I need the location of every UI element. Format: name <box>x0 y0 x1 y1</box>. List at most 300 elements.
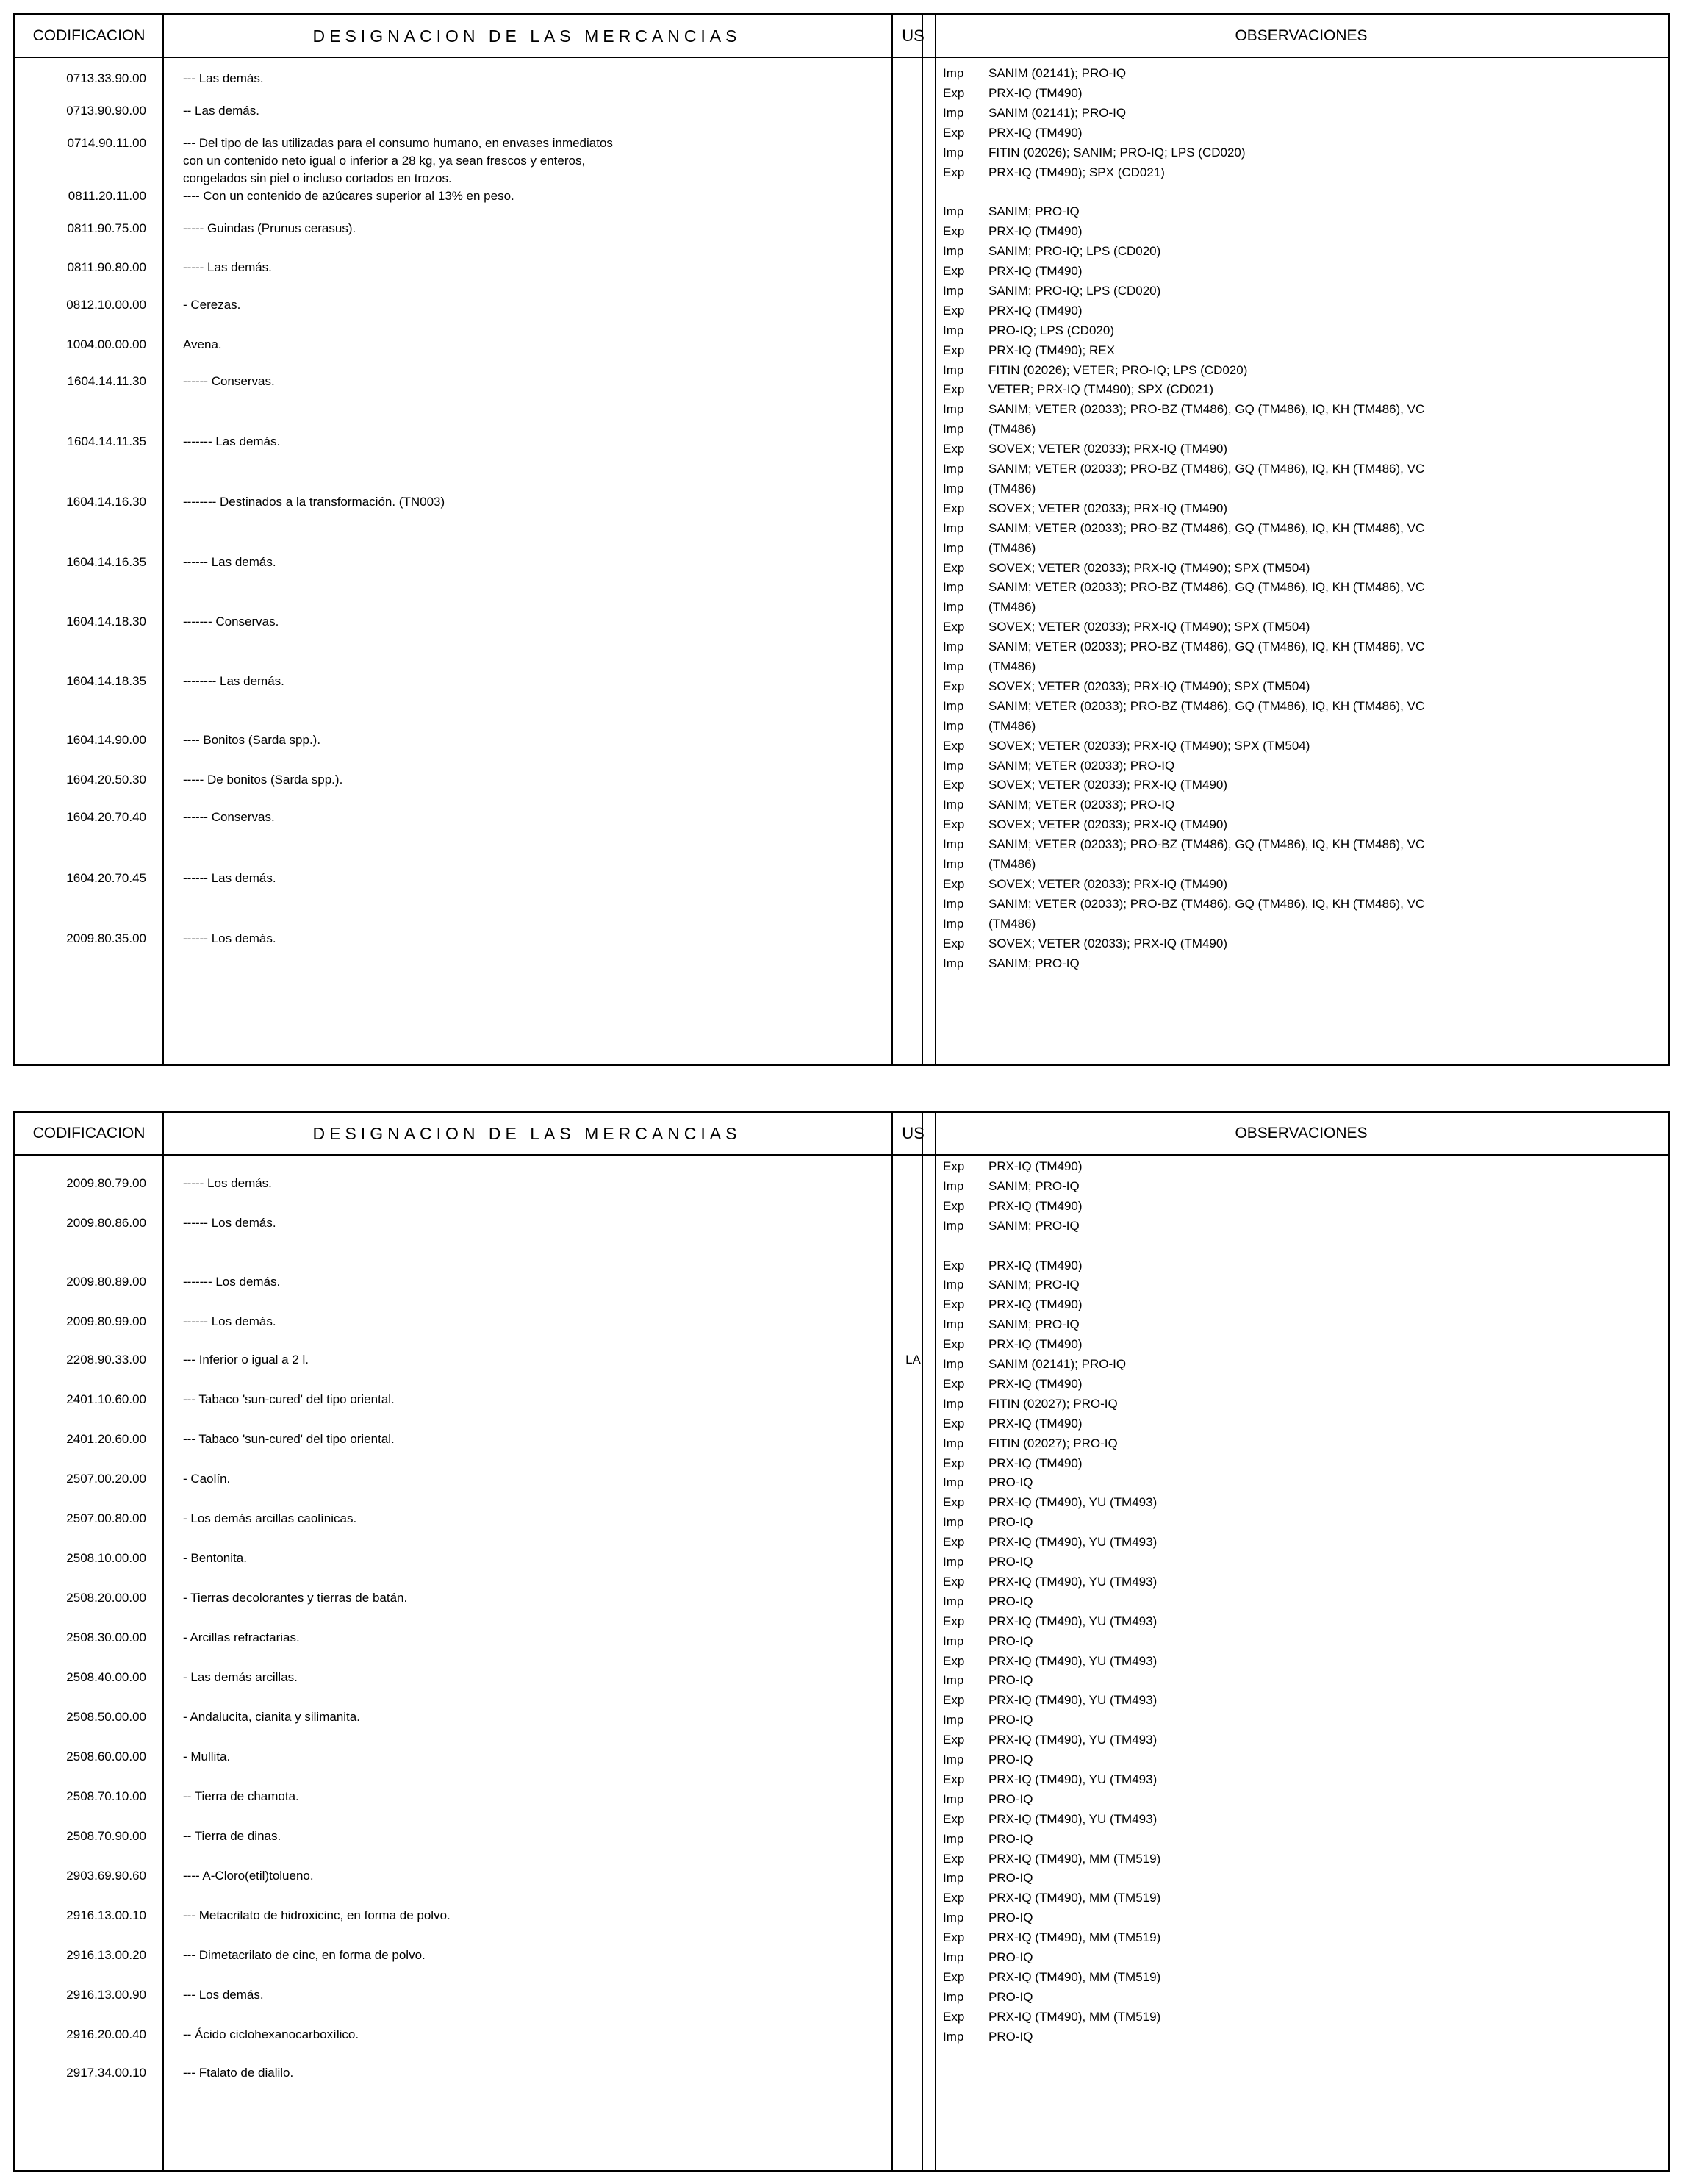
observacion-text: SANIM; VETER (02033); PRO-BZ (TM486), GQ (TM486), IQ, KH (TM486), VC <box>988 520 1425 535</box>
row-designacion: - Cerezas. <box>183 298 241 312</box>
observacion-line <box>943 242 1160 261</box>
observacion-text: PRX-IQ (TM490) <box>988 1337 1083 1352</box>
observacion-text: SANIM; VETER (02033); PRO-BZ (TM486), GQ (TM486), IQ, KH (TM486), VC <box>988 698 1425 713</box>
observacion-text: PRX-IQ (TM490) <box>988 1297 1083 1312</box>
row-designacion: --- Ftalato de dialilo. <box>183 2066 294 2080</box>
header-designacion: DESIGNACION DE LAS MERCANCIAS <box>312 1124 742 1143</box>
observacion-type: Imp <box>943 244 964 259</box>
row-code: 0812.10.00.00 <box>66 298 146 312</box>
observacion-text: PRO-IQ <box>988 1633 1033 1648</box>
observacion-text: PRO-IQ <box>988 1831 1033 1846</box>
observacion-text: PRX-IQ (TM490) <box>988 1159 1083 1173</box>
table-body <box>15 1154 1668 2170</box>
observacion-text: PRX-IQ (TM490) <box>988 85 1083 100</box>
row-code: 2916.13.00.90 <box>66 1988 146 2002</box>
observacion-text: SANIM; VETER (02033); PRO-BZ (TM486), GQ (TM486), IQ, KH (TM486), VC <box>988 402 1425 417</box>
observacion-type: Imp <box>943 698 964 713</box>
observacion-line <box>943 795 1174 814</box>
observacion-text: PRO-IQ <box>988 1950 1033 1964</box>
row-designacion: --- Del tipo de las utilizadas para el consumo humano, en envases inmediatos con un contenido neto igual o inferior a 28 kg, ya sean frescos y enteros, congelados sin piel o incluso cortados en trozos. <box>183 136 613 185</box>
row-code: 2508.30.00.00 <box>66 1630 146 1644</box>
observacion-line <box>943 1335 1083 1354</box>
row-designacion: ------ Las demás. <box>183 555 276 569</box>
observacion-type: Imp <box>943 481 964 495</box>
row-code: 2009.80.86.00 <box>66 1216 146 1230</box>
observacion-type: Exp <box>943 620 965 634</box>
observacion-line <box>943 1493 1157 1512</box>
observacion-type: Exp <box>943 1772 965 1786</box>
observacion-text: SANIM; PRO-IQ <box>988 1218 1080 1233</box>
observacion-text: FITIN (02026); VETER; PRO-IQ; LPS (CD020) <box>988 362 1248 377</box>
observacion-text: SANIM; VETER (02033); PRO-IQ <box>988 758 1175 773</box>
observacion-text: SANIM; VETER (02033); PRO-BZ (TM486), GQ (TM486), IQ, KH (TM486), VC <box>988 837 1425 852</box>
header-observaciones: OBSERVACIONES <box>1235 27 1368 44</box>
row-designacion: -- Tierra de dinas. <box>183 1829 281 1843</box>
row-us: LA <box>905 1353 921 1367</box>
observacion-text: (TM486) <box>988 540 1036 555</box>
observacion-line <box>943 1968 1160 1987</box>
observacion-text: SANIM; PRO-IQ <box>988 1278 1080 1292</box>
observacion-type: Imp <box>943 1357 964 1371</box>
observacion-type: Imp <box>943 323 964 337</box>
row-designacion: - Tierras decolorantes y tierras de batán. <box>183 1591 408 1605</box>
observacion-text: PRX-IQ (TM490); SPX (CD021) <box>988 165 1165 179</box>
row-designacion: ----- De bonitos (Sarda spp.). <box>183 773 343 787</box>
observacion-type: Exp <box>943 817 965 832</box>
row-designacion: -- Las demás. <box>183 104 259 118</box>
row-designacion: - Los demás arcillas caolínicas. <box>183 1511 357 1525</box>
observacion-line <box>943 1652 1157 1671</box>
observacion-text: PRO-IQ <box>988 1594 1033 1608</box>
observacion-type: Imp <box>943 916 964 931</box>
observacion-type: Imp <box>943 105 964 120</box>
observacion-text: (TM486) <box>988 659 1036 673</box>
row-code: 2507.00.20.00 <box>66 1472 146 1486</box>
row-code: 2508.20.00.00 <box>66 1591 146 1605</box>
observacion-text: PRO-IQ <box>988 1555 1033 1569</box>
observacion-text: SANIM; PRO-IQ; LPS (CD020) <box>988 244 1161 259</box>
row-code: 0713.33.90.00 <box>66 71 146 85</box>
observacion-line <box>943 222 1083 241</box>
observacion-text: VETER; PRX-IQ (TM490); SPX (CD021) <box>988 382 1214 397</box>
observacion-line <box>943 1810 1157 1829</box>
observacion-line <box>943 1533 1157 1552</box>
observacion-text: PRX-IQ (TM490) <box>988 1258 1083 1272</box>
observacion-type: Imp <box>943 896 964 911</box>
observacion-line <box>943 717 1036 736</box>
observacion-text: PRX-IQ (TM490), YU (TM493) <box>988 1772 1158 1786</box>
observacion-type: Exp <box>943 738 965 753</box>
observacion-type: Exp <box>943 442 965 457</box>
observacion-line <box>943 598 1036 617</box>
row-code: 2916.13.00.10 <box>66 1908 146 1922</box>
observacion-line <box>943 301 1083 321</box>
observacion-text: PRO-IQ <box>988 1673 1033 1688</box>
observacion-type: Exp <box>943 1198 965 1213</box>
observacion-line <box>943 459 1424 479</box>
row-code: 1604.20.70.40 <box>66 810 146 824</box>
observacion-type: Imp <box>943 956 964 970</box>
observacion-line <box>943 1671 1033 1690</box>
row-code: 2508.50.00.00 <box>66 1710 146 1724</box>
observacion-type: Imp <box>943 1791 964 1806</box>
observacion-text: (TM486) <box>988 857 1036 871</box>
observacion-type: Exp <box>943 85 965 100</box>
observacion-line <box>943 677 1310 696</box>
observacion-line <box>943 1473 1033 1492</box>
observacion-text: SANIM; VETER (02033); PRO-IQ <box>988 798 1175 812</box>
observacion-line <box>943 400 1424 419</box>
observacion-type: Imp <box>943 1950 964 1964</box>
observacion-text: PRX-IQ (TM490), MM (TM519) <box>988 1891 1161 1905</box>
observacion-line <box>943 84 1083 103</box>
observacion-line <box>943 1612 1157 1631</box>
observacion-text: PRX-IQ (TM490), MM (TM519) <box>988 1930 1161 1945</box>
observacion-line <box>943 776 1227 795</box>
observacion-line <box>943 202 1080 221</box>
observacion-line <box>943 697 1424 716</box>
header-us: US <box>902 1124 925 1142</box>
row-designacion: ---- A-Cloro(etil)tolueno. <box>183 1869 314 1883</box>
observacion-text: PRX-IQ (TM490), YU (TM493) <box>988 1693 1158 1708</box>
observacion-type: Imp <box>943 1713 964 1727</box>
observacion-line <box>943 1256 1083 1275</box>
observacion-type: Exp <box>943 778 965 792</box>
observacion-type: Exp <box>943 303 965 318</box>
observacion-type: Exp <box>943 1376 965 1391</box>
observacion-line <box>943 262 1083 281</box>
observacion-line <box>943 875 1227 894</box>
observacion-text: SANIM; VETER (02033); PRO-BZ (TM486), GQ (TM486), IQ, KH (TM486), VC <box>988 580 1425 595</box>
observacion-line <box>943 1988 1033 2007</box>
observacion-type: Exp <box>943 560 965 575</box>
observacion-line <box>943 1948 1033 1967</box>
observacion-text: SANIM; PRO-IQ <box>988 1317 1080 1332</box>
observacion-text: SOVEX; VETER (02033); PRX-IQ (TM490); SPX (TM504) <box>988 738 1310 753</box>
row-code: 2508.70.90.00 <box>66 1829 146 1843</box>
observacion-line <box>943 2027 1033 2047</box>
header-codificacion: CODIFICACION <box>32 27 146 44</box>
observacion-type: Exp <box>943 264 965 278</box>
observacion-type: Imp <box>943 1673 964 1688</box>
observacion-text: PRX-IQ (TM490) <box>988 125 1083 140</box>
observacion-type: Imp <box>943 66 964 80</box>
tariff-table-2 <box>13 1111 1670 2172</box>
observacion-line <box>943 637 1424 656</box>
row-designacion: Avena. <box>183 337 222 351</box>
observacion-line <box>943 1928 1160 1947</box>
observacion-text: SOVEX; VETER (02033); PRX-IQ (TM490); SPX (TM504) <box>988 620 1310 634</box>
observacion-type: Imp <box>943 520 964 535</box>
observacion-line <box>943 1553 1033 1572</box>
observacion-line <box>943 1730 1157 1750</box>
observacion-text: PRX-IQ (TM490) <box>988 224 1083 239</box>
row-designacion: ---- Con un contenido de azúcares superior al 13% en peso. <box>183 189 514 203</box>
observacion-line <box>943 657 1036 676</box>
observacion-line <box>943 499 1227 518</box>
observacion-line <box>943 361 1247 380</box>
row-code: 1604.14.18.30 <box>66 615 146 629</box>
observacion-text: PRX-IQ (TM490), YU (TM493) <box>988 1535 1158 1550</box>
observacion-text: PRX-IQ (TM490), YU (TM493) <box>988 1614 1158 1628</box>
observacion-line <box>943 143 1246 162</box>
row-code: 2508.10.00.00 <box>66 1551 146 1565</box>
observacion-type: Imp <box>943 1515 964 1530</box>
row-code: 0714.90.11.00 <box>67 136 146 150</box>
row-code: 0713.90.90.00 <box>66 104 146 118</box>
observacion-text: SANIM; PRO-IQ <box>988 204 1080 219</box>
observacion-line <box>943 914 1036 934</box>
observacion-type: Imp <box>943 1396 964 1411</box>
observacion-text: PRO-IQ <box>988 1515 1033 1530</box>
observacion-text: SANIM; PRO-IQ; LPS (CD020) <box>988 283 1161 298</box>
observacion-type: Exp <box>943 876 965 891</box>
observacion-line <box>943 737 1310 756</box>
row-designacion: ------- Los demás. <box>183 1275 281 1289</box>
observacion-type: Exp <box>943 1159 965 1173</box>
observacion-type: Imp <box>943 1911 964 1925</box>
observacion-type: Exp <box>943 1337 965 1352</box>
row-designacion: - Arcillas refractarias. <box>183 1630 300 1644</box>
row-designacion: ------- Conservas. <box>183 615 279 629</box>
observacion-line <box>943 1632 1033 1651</box>
observacion-text: PRX-IQ (TM490), YU (TM493) <box>988 1574 1158 1589</box>
observacion-type: Exp <box>943 1811 965 1826</box>
observacion-type: Exp <box>943 125 965 140</box>
observacion-line <box>943 559 1310 578</box>
observacion-text: SOVEX; VETER (02033); PRX-IQ (TM490) <box>988 817 1227 832</box>
row-code: 1604.20.50.30 <box>66 773 146 787</box>
observacion-type: Imp <box>943 1218 964 1233</box>
observacion-line <box>943 1888 1160 1908</box>
observacion-line <box>943 1157 1083 1176</box>
observacion-line <box>943 1790 1033 1809</box>
row-code: 2401.10.60.00 <box>66 1392 146 1406</box>
observacion-text: SOVEX; VETER (02033); PRX-IQ (TM490); SPX (TM504) <box>988 679 1310 693</box>
observacion-type: Imp <box>943 540 964 555</box>
row-code: 0811.20.11.00 <box>68 189 146 203</box>
observacion-text: PRX-IQ (TM490) <box>988 1376 1083 1391</box>
observacion-type: Imp <box>943 2029 964 2044</box>
observacion-text: FITIN (02026); SANIM; PRO-IQ; LPS (CD020) <box>988 145 1246 160</box>
observacion-type: Imp <box>943 798 964 812</box>
observacion-type: Exp <box>943 1969 965 1984</box>
observacion-type: Exp <box>943 501 965 515</box>
observacion-line <box>943 1770 1157 1789</box>
row-designacion: --- Dimetacrilato de cinc, en forma de polvo. <box>183 1948 426 1962</box>
row-code: 1604.14.90.00 <box>66 733 146 747</box>
observacion-type: Imp <box>943 422 964 437</box>
observacion-line <box>943 1375 1083 1394</box>
row-designacion: ------ Conservas. <box>183 374 275 388</box>
observacion-line <box>943 519 1424 538</box>
observacion-type: Imp <box>943 1831 964 1846</box>
observacion-text: PRO-IQ <box>988 1752 1033 1766</box>
observacion-line <box>943 163 1165 182</box>
observacion-line <box>943 380 1213 399</box>
observacion-text: PRO-IQ <box>988 1871 1033 1886</box>
observacion-line <box>943 1850 1160 1869</box>
observacion-text: SANIM; VETER (02033); PRO-BZ (TM486), GQ (TM486), IQ, KH (TM486), VC <box>988 640 1425 654</box>
row-designacion: - Las demás arcillas. <box>183 1670 298 1684</box>
row-designacion: ----- Las demás. <box>183 260 272 274</box>
observacion-type: Imp <box>943 1594 964 1608</box>
observacion-line <box>943 479 1036 498</box>
row-designacion: ------ Los demás. <box>183 1314 276 1328</box>
row-code: 2508.40.00.00 <box>66 1670 146 1684</box>
row-designacion: - Caolín. <box>183 1472 231 1486</box>
observacion-line <box>943 1275 1080 1295</box>
observacion-text: (TM486) <box>988 481 1036 495</box>
observacion-text: PRX-IQ (TM490), YU (TM493) <box>988 1733 1158 1747</box>
observacion-type: Imp <box>943 758 964 773</box>
row-designacion: -- Ácido ciclohexanocarboxílico. <box>183 2027 359 2041</box>
row-code: 2508.70.10.00 <box>66 1789 146 1803</box>
observacion-text: SANIM (02141); PRO-IQ <box>988 66 1127 80</box>
observacion-text: SANIM; PRO-IQ <box>988 1178 1080 1193</box>
row-designacion: ------- Las demás. <box>183 434 281 448</box>
observacion-text: PRX-IQ (TM490), YU (TM493) <box>988 1811 1158 1826</box>
row-designacion: -- Tierra de chamota. <box>183 1789 299 1803</box>
observacion-type: Exp <box>943 679 965 693</box>
row-code: 2208.90.33.00 <box>66 1353 146 1367</box>
observacion-line <box>943 341 1115 360</box>
row-designacion: ------ Conservas. <box>183 810 275 824</box>
observacion-line <box>943 1217 1080 1236</box>
observacion-line <box>943 539 1036 558</box>
row-code: 1604.14.18.35 <box>66 674 146 688</box>
observacion-line <box>943 1691 1157 1710</box>
observacion-type: Imp <box>943 1178 964 1193</box>
observacion-line <box>943 1414 1083 1433</box>
observacion-line <box>943 1869 1033 1888</box>
observacion-type: Imp <box>943 402 964 417</box>
observacion-line <box>943 1177 1080 1196</box>
observacion-type: Imp <box>943 1317 964 1332</box>
observacion-line <box>943 104 1126 123</box>
observacion-line <box>943 321 1114 340</box>
row-code: 2009.80.79.00 <box>66 1176 146 1190</box>
observacion-text: (TM486) <box>988 916 1036 931</box>
observacion-type: Exp <box>943 224 965 239</box>
observacion-text: PRO-IQ <box>988 1475 1033 1490</box>
observacion-text: SANIM; PRO-IQ <box>988 956 1080 970</box>
observacion-type: Exp <box>943 1733 965 1747</box>
table-body <box>15 57 1668 1064</box>
row-code: 2009.80.89.00 <box>66 1275 146 1289</box>
row-code: 2917.34.00.10 <box>66 2066 146 2080</box>
header-observaciones: OBSERVACIONES <box>1235 1125 1368 1142</box>
row-code: 2903.69.90.60 <box>66 1869 146 1883</box>
observacion-text: PRX-IQ (TM490) <box>988 264 1083 278</box>
observacion-type: Imp <box>943 1871 964 1886</box>
row-code: 1604.14.11.30 <box>67 374 146 388</box>
observacion-type: Exp <box>943 1930 965 1945</box>
row-designacion: ------ Las demás. <box>183 871 276 885</box>
observacion-type: Exp <box>943 1297 965 1312</box>
row-designacion: - Mullita. <box>183 1750 231 1764</box>
observacion-line <box>943 578 1424 597</box>
observacion-type: Imp <box>943 1436 964 1450</box>
observacion-text: (TM486) <box>988 718 1036 733</box>
observacion-type: Imp <box>943 1752 964 1766</box>
header-codificacion: CODIFICACION <box>32 1125 146 1142</box>
observacion-text: PRO-IQ <box>988 1911 1033 1925</box>
observacion-type: Exp <box>943 1258 965 1272</box>
observacion-text: PRX-IQ (TM490) <box>988 1456 1083 1470</box>
observacion-text: PRO-IQ <box>988 1989 1033 2004</box>
observacion-type: Imp <box>943 857 964 871</box>
observacion-type: Exp <box>943 936 965 950</box>
observacion-line <box>943 934 1227 953</box>
row-designacion: ------ Los demás. <box>183 1216 276 1230</box>
observacion-text: SOVEX; VETER (02033); PRX-IQ (TM490); SPX (TM504) <box>988 560 1310 575</box>
observacion-text: PRX-IQ (TM490), YU (TM493) <box>988 1495 1158 1510</box>
row-designacion: --- Tabaco 'sun-cured' del tipo oriental. <box>183 1432 395 1446</box>
observacion-text: PRO-IQ <box>988 2029 1033 2044</box>
observacion-type: Imp <box>943 718 964 733</box>
observacion-type: Imp <box>943 1278 964 1292</box>
row-designacion: -------- Las demás. <box>183 674 284 688</box>
observacion-type: Exp <box>943 1574 965 1589</box>
row-code: 2916.13.00.20 <box>66 1948 146 1962</box>
observacion-type: Imp <box>943 837 964 852</box>
row-designacion: --- Las demás. <box>183 71 264 85</box>
observacion-text: (TM486) <box>988 422 1036 437</box>
observacion-text: PRX-IQ (TM490) <box>988 1198 1083 1213</box>
observacion-line <box>943 1355 1126 1374</box>
observacion-type: Exp <box>943 1456 965 1470</box>
row-code: 1604.14.16.30 <box>66 495 146 509</box>
observacion-line <box>943 440 1227 459</box>
observacion-line <box>943 123 1083 143</box>
row-designacion: ----- Los demás. <box>183 1176 272 1190</box>
row-code: 1004.00.00.00 <box>66 337 146 351</box>
row-designacion: ----- Guindas (Prunus cerasus). <box>183 221 356 235</box>
observacion-line <box>943 895 1424 914</box>
observacion-type: Imp <box>943 1555 964 1569</box>
row-code: 2009.80.35.00 <box>66 931 146 945</box>
row-code: 1604.20.70.45 <box>66 871 146 885</box>
observacion-text: PRO-IQ; LPS (CD020) <box>988 323 1114 337</box>
observacion-line <box>943 1572 1157 1592</box>
row-code: 2009.80.99.00 <box>66 1314 146 1328</box>
observacion-text: PRX-IQ (TM490), MM (TM519) <box>988 1969 1161 1984</box>
observacion-line <box>943 2008 1160 2027</box>
row-code: 1604.14.11.35 <box>67 434 146 448</box>
observacion-type: Imp <box>943 1633 964 1648</box>
observacion-line <box>943 815 1227 834</box>
table-header <box>15 15 1668 58</box>
observacion-line <box>943 1394 1118 1414</box>
observacion-line <box>943 1197 1083 1216</box>
observacion-type: Imp <box>943 580 964 595</box>
observacion-text: SOVEX; VETER (02033); PRX-IQ (TM490) <box>988 876 1227 891</box>
observacion-type: Exp <box>943 343 965 357</box>
observacion-line <box>943 1434 1118 1453</box>
observacion-line <box>943 756 1174 776</box>
observacion-line <box>943 1295 1083 1314</box>
row-code: 2401.20.60.00 <box>66 1432 146 1446</box>
observacion-text: PRO-IQ <box>988 1791 1033 1806</box>
observacion-text: PRX-IQ (TM490) <box>988 303 1083 318</box>
table-header <box>15 1113 1668 1156</box>
observacion-line <box>943 1750 1033 1769</box>
row-designacion: -------- Destinados a la transformación. (TN003) <box>183 495 445 509</box>
observacion-text: SOVEX; VETER (02033); PRX-IQ (TM490) <box>988 501 1227 515</box>
row-designacion: ------ Los demás. <box>183 931 276 945</box>
observacion-line <box>943 64 1126 83</box>
